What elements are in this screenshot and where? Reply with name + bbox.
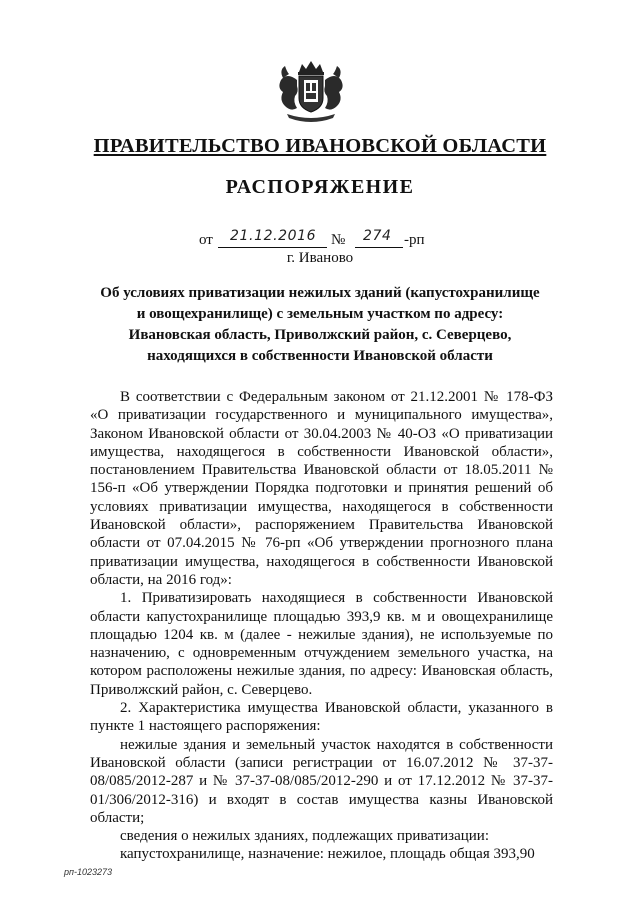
subject-line: находящихся в собственности Ивановской области	[147, 348, 493, 364]
subject-line: Ивановская область, Приволжский район, с. Северцево,	[128, 327, 512, 343]
subject-heading	[70, 283, 570, 367]
coat-of-arms-emblem	[269, 58, 353, 124]
document-body	[90, 388, 553, 864]
subject-line: Об условиях приватизации нежилых зданий (капустохранилище	[100, 285, 540, 301]
document-code: рп-1023273	[64, 867, 112, 877]
preamble-paragraph: В соответствии с Федеральным законом от 21.12.2001 № 178-ФЗ «О приватизации государственного и муниципального имущества», Законом Ивановской области от 30.04.2003 № 40-ОЗ «О приватизации имущества, находящегося в собственности Ивановской области», постановлением Правительства Ивановской области от 18.05.2011 № 156-п «Об утверждении Порядка подготовки и принятия решений об условиях приватизации имущества, находящегося в собственности Ивановской области», распоряжением Правительства Ивановской области от 07.04.2015 № 76-рп «Об утверждении прогнозного плана приватизации имущества, находящегося в собственности Ивановской области, на 2016 год»:	[90, 389, 553, 588]
date-prefix: от	[199, 232, 213, 248]
number-field	[355, 229, 403, 248]
clause-2-ownership: нежилые здания и земельный участок находятся в собственности Ивановской области (записи регистрации от 16.07.2012 № 37-37-08/085/2012-287 и № 37-37-08/085/2012-290 и от 17.12.2012 № 37-37-01/306/2012-316) и входят в состав имущества казны Ивановской области;	[90, 736, 553, 826]
clause-2-cabbage-storage: капустохранилище, назначение: нежилое, площадь общая 393,90	[120, 846, 535, 863]
subject-line: и овощехранилище) с земельным участком по адресу:	[136, 306, 504, 322]
document-type: РАСПОРЯЖЕНИЕ	[225, 176, 415, 198]
government-title: ПРАВИТЕЛЬСТВО ИВАНОВСКОЙ ОБЛАСТИ	[93, 135, 547, 157]
handwritten-number: 274	[363, 228, 392, 244]
clause-1: 1. Приватизировать находящиеся в собственности Ивановской области капустохранилище площадью 393,9 кв. м и овощехранилище площадью 1204 кв. м (далее - нежилые здания), не используемые по назначению, с одновременным отчуждением земельного участка, на котором расположены нежилые здания, по адресу: Ивановская область, Приволжский район, с. Северцево.	[90, 590, 553, 698]
clause-2: 2. Характеристика имущества Ивановской области, указанного в пункте 1 настоящего распоряжения:	[90, 700, 553, 735]
date-field	[218, 229, 327, 248]
city-line: г. Иваново	[286, 250, 354, 266]
handwritten-date: 21.12.2016	[230, 228, 317, 244]
number-label: №	[331, 232, 346, 248]
clause-2-buildings-heading: сведения о нежилых зданиях, подлежащих приватизации:	[120, 828, 489, 845]
number-suffix: -рп	[404, 232, 425, 248]
